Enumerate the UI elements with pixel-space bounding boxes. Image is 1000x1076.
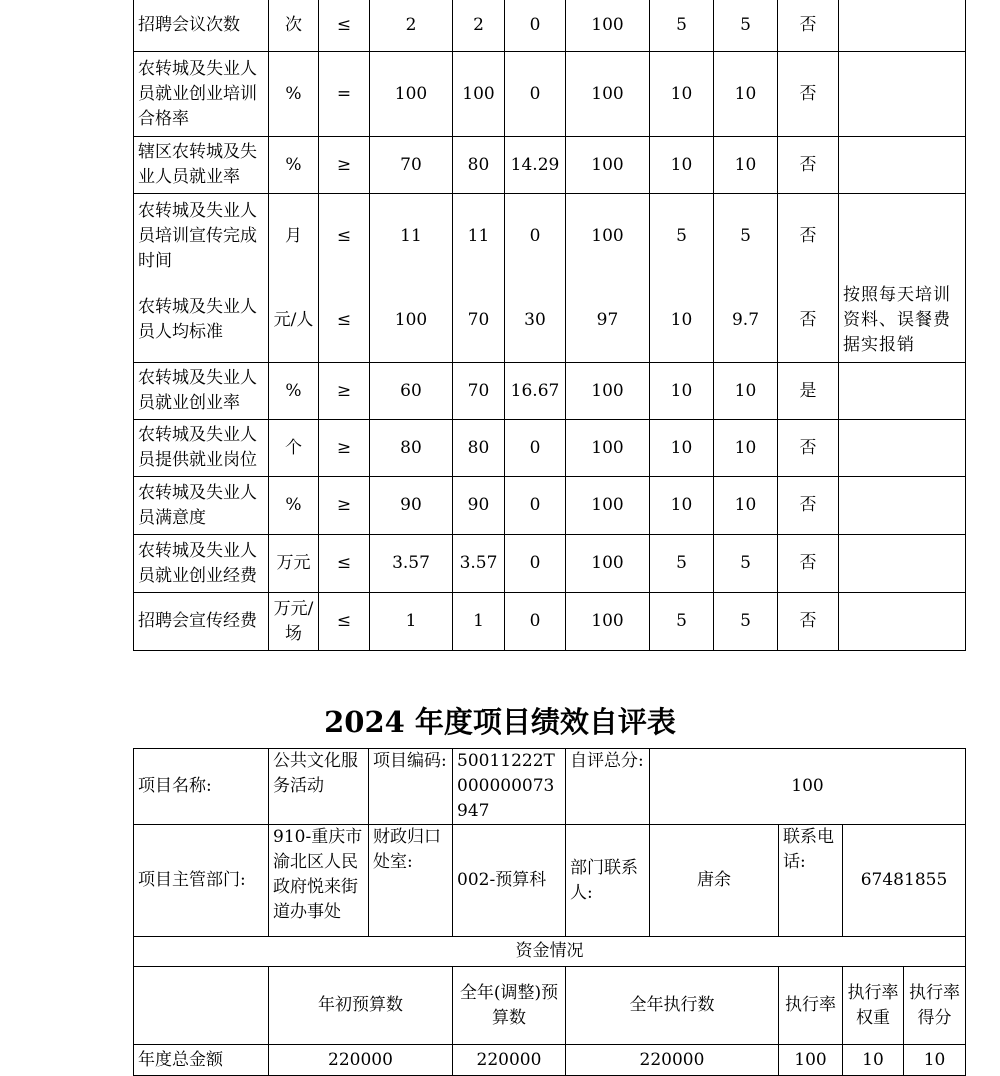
contact-label: 部门联系人: bbox=[566, 825, 650, 937]
indicator-actual: 90 bbox=[453, 477, 505, 535]
total-weight: 10 bbox=[843, 1045, 904, 1076]
indicator-weight: 10 bbox=[650, 52, 714, 137]
indicator-weight: 10 bbox=[650, 279, 714, 363]
indicator-score: 10 bbox=[714, 363, 778, 420]
indicator-op: = bbox=[319, 52, 370, 137]
indicator-table-body bbox=[134, 0, 966, 651]
total-rate: 100 bbox=[779, 1045, 843, 1076]
indicator-actual: 100 bbox=[453, 52, 505, 137]
indicator-remark bbox=[839, 52, 966, 137]
indicator-remark bbox=[839, 0, 966, 52]
indicator-actual: 3.57 bbox=[453, 535, 505, 593]
indicator-unit: 万元 bbox=[269, 535, 319, 593]
indicator-score: 5 bbox=[714, 535, 778, 593]
indicator-unit: 次 bbox=[269, 0, 319, 52]
indicator-flag: 是 bbox=[778, 363, 839, 420]
indicator-target: 100 bbox=[370, 52, 453, 137]
indicator-deviation: 0 bbox=[505, 420, 566, 477]
indicator-actual: 70 bbox=[453, 279, 505, 363]
indicator-weight: 10 bbox=[650, 137, 714, 194]
indicator-weight: 10 bbox=[650, 363, 714, 420]
indicator-score: 10 bbox=[714, 477, 778, 535]
indicator-unit: 元/人 bbox=[269, 279, 319, 363]
indicator-target: 3.57 bbox=[370, 535, 453, 593]
funds-heading: 资金情况 bbox=[134, 937, 966, 967]
indicator-actual: 11 bbox=[453, 194, 505, 279]
project-code-label: 项目编码: bbox=[369, 749, 453, 825]
dept-value: 910-重庆市渝北区人民政府悦来街道办事处 bbox=[269, 825, 369, 937]
indicator-weight: 5 bbox=[650, 0, 714, 52]
project-name-value: 公共文化服务活动 bbox=[269, 749, 369, 825]
indicator-op: ≥ bbox=[319, 477, 370, 535]
indicator-rate: 100 bbox=[566, 535, 650, 593]
indicator-row bbox=[134, 0, 966, 52]
indicator-row bbox=[134, 52, 966, 137]
indicator-op: ≥ bbox=[319, 363, 370, 420]
indicator-remark: 按照每天培训资料、误餐费据实报销 bbox=[839, 279, 966, 363]
indicator-name: 农转城及失业人员就业创业培训合格率 bbox=[134, 52, 269, 137]
indicator-op: ≥ bbox=[319, 137, 370, 194]
indicator-actual: 70 bbox=[453, 363, 505, 420]
phone-label: 联系电话: bbox=[779, 825, 843, 937]
indicator-rate: 100 bbox=[566, 137, 650, 194]
indicator-name: 招聘会议次数 bbox=[134, 0, 269, 52]
indicator-table bbox=[133, 0, 966, 651]
indicator-target: 70 bbox=[370, 137, 453, 194]
total-score: 10 bbox=[904, 1045, 966, 1076]
indicator-deviation: 0 bbox=[505, 535, 566, 593]
indicator-deviation: 0 bbox=[505, 0, 566, 52]
indicator-target: 80 bbox=[370, 420, 453, 477]
indicator-target: 11 bbox=[370, 194, 453, 279]
indicator-actual: 80 bbox=[453, 420, 505, 477]
indicator-rate: 100 bbox=[566, 52, 650, 137]
indicator-rate: 100 bbox=[566, 420, 650, 477]
total-executed: 220000 bbox=[566, 1045, 779, 1076]
funds-blank-cell bbox=[134, 967, 269, 1045]
indicator-flag: 否 bbox=[778, 137, 839, 194]
indicator-remark bbox=[839, 420, 966, 477]
total-initial: 220000 bbox=[269, 1045, 453, 1076]
indicator-flag: 否 bbox=[778, 194, 839, 279]
indicator-unit: 个 bbox=[269, 420, 319, 477]
indicator-rate: 100 bbox=[566, 194, 650, 279]
indicator-unit: % bbox=[269, 363, 319, 420]
indicator-remark bbox=[839, 535, 966, 593]
indicator-weight: 10 bbox=[650, 420, 714, 477]
indicator-weight: 10 bbox=[650, 477, 714, 535]
indicator-rate: 100 bbox=[566, 477, 650, 535]
indicator-remark bbox=[839, 137, 966, 194]
office-label: 财政归口处室: bbox=[369, 825, 453, 937]
total-label: 年度总金额 bbox=[134, 1045, 269, 1076]
indicator-score: 10 bbox=[714, 52, 778, 137]
indicator-name: 辖区农转城及失业人员就业率 bbox=[134, 137, 269, 194]
indicator-remark bbox=[839, 477, 966, 535]
indicator-op: ≤ bbox=[319, 593, 370, 651]
indicator-row bbox=[134, 535, 966, 593]
project-name-label: 项目名称: bbox=[134, 749, 269, 825]
indicator-score: 5 bbox=[714, 593, 778, 651]
indicator-score: 5 bbox=[714, 194, 778, 279]
indicator-name: 招聘会宣传经费 bbox=[134, 593, 269, 651]
indicator-op: ≥ bbox=[319, 420, 370, 477]
indicator-remark bbox=[839, 363, 966, 420]
self-score-value: 100 bbox=[650, 749, 966, 825]
indicator-flag: 否 bbox=[778, 52, 839, 137]
col-rate-weight: 执行率权重 bbox=[843, 967, 904, 1045]
indicator-flag: 否 bbox=[778, 279, 839, 363]
indicator-name: 农转城及失业人员人均标准 bbox=[134, 279, 269, 363]
indicator-score: 9.7 bbox=[714, 279, 778, 363]
indicator-flag: 否 bbox=[778, 420, 839, 477]
indicator-score: 5 bbox=[714, 0, 778, 52]
indicator-weight: 5 bbox=[650, 194, 714, 279]
indicator-name: 农转城及失业人员提供就业岗位 bbox=[134, 420, 269, 477]
indicator-unit: 万元/场 bbox=[269, 593, 319, 651]
project-code-value: 50011222T000000073947 bbox=[453, 749, 566, 825]
indicator-target: 90 bbox=[370, 477, 453, 535]
indicator-target: 60 bbox=[370, 363, 453, 420]
indicator-row bbox=[134, 477, 966, 535]
indicator-row bbox=[134, 194, 966, 279]
indicator-deviation: 0 bbox=[505, 593, 566, 651]
indicator-row bbox=[134, 279, 966, 363]
indicator-score: 10 bbox=[714, 420, 778, 477]
indicator-unit: % bbox=[269, 52, 319, 137]
indicator-deviation: 14.29 bbox=[505, 137, 566, 194]
indicator-row bbox=[134, 363, 966, 420]
contact-value: 唐余 bbox=[650, 825, 779, 937]
indicator-deviation: 0 bbox=[505, 194, 566, 279]
indicator-row bbox=[134, 137, 966, 194]
indicator-score: 10 bbox=[714, 137, 778, 194]
indicator-op: ≤ bbox=[319, 535, 370, 593]
indicator-flag: 否 bbox=[778, 535, 839, 593]
indicator-deviation: 0 bbox=[505, 52, 566, 137]
indicator-actual: 2 bbox=[453, 0, 505, 52]
col-initial-budget: 年初预算数 bbox=[269, 967, 453, 1045]
report-title: 2024 年度项目绩效自评表 bbox=[324, 705, 676, 739]
col-executed: 全年执行数 bbox=[566, 967, 779, 1045]
indicator-actual: 1 bbox=[453, 593, 505, 651]
col-adjusted-budget: 全年(调整)预算数 bbox=[453, 967, 566, 1045]
total-adjusted: 220000 bbox=[453, 1045, 566, 1076]
indicator-deviation: 16.67 bbox=[505, 363, 566, 420]
indicator-deviation: 0 bbox=[505, 477, 566, 535]
indicator-actual: 80 bbox=[453, 137, 505, 194]
indicator-name: 农转城及失业人员培训宣传完成时间 bbox=[134, 194, 269, 279]
phone-value: 67481855 bbox=[843, 825, 966, 937]
indicator-flag: 否 bbox=[778, 477, 839, 535]
indicator-remark bbox=[839, 593, 966, 651]
indicator-remark bbox=[839, 194, 966, 279]
indicator-row bbox=[134, 593, 966, 651]
dept-label: 项目主管部门: bbox=[134, 825, 269, 937]
indicator-deviation: 30 bbox=[505, 279, 566, 363]
project-info-table bbox=[133, 748, 966, 1076]
indicator-op: ≤ bbox=[319, 279, 370, 363]
indicator-unit: % bbox=[269, 137, 319, 194]
indicator-weight: 5 bbox=[650, 593, 714, 651]
office-value: 002-预算科 bbox=[453, 825, 566, 937]
indicator-target: 100 bbox=[370, 279, 453, 363]
indicator-name: 农转城及失业人员满意度 bbox=[134, 477, 269, 535]
indicator-rate: 100 bbox=[566, 0, 650, 52]
indicator-flag: 否 bbox=[778, 0, 839, 52]
indicator-op: ≤ bbox=[319, 0, 370, 52]
indicator-rate: 97 bbox=[566, 279, 650, 363]
indicator-unit: 月 bbox=[269, 194, 319, 279]
indicator-flag: 否 bbox=[778, 593, 839, 651]
indicator-row bbox=[134, 420, 966, 477]
col-exec-rate: 执行率 bbox=[779, 967, 843, 1045]
self-score-label: 自评总分: bbox=[566, 749, 650, 825]
indicator-target: 2 bbox=[370, 0, 453, 52]
indicator-op: ≤ bbox=[319, 194, 370, 279]
indicator-rate: 100 bbox=[566, 363, 650, 420]
indicator-weight: 5 bbox=[650, 535, 714, 593]
col-rate-score: 执行率得分 bbox=[904, 967, 966, 1045]
indicator-target: 1 bbox=[370, 593, 453, 651]
indicator-name: 农转城及失业人员就业创业率 bbox=[134, 363, 269, 420]
indicator-unit: % bbox=[269, 477, 319, 535]
indicator-rate: 100 bbox=[566, 593, 650, 651]
indicator-name: 农转城及失业人员就业创业经费 bbox=[134, 535, 269, 593]
